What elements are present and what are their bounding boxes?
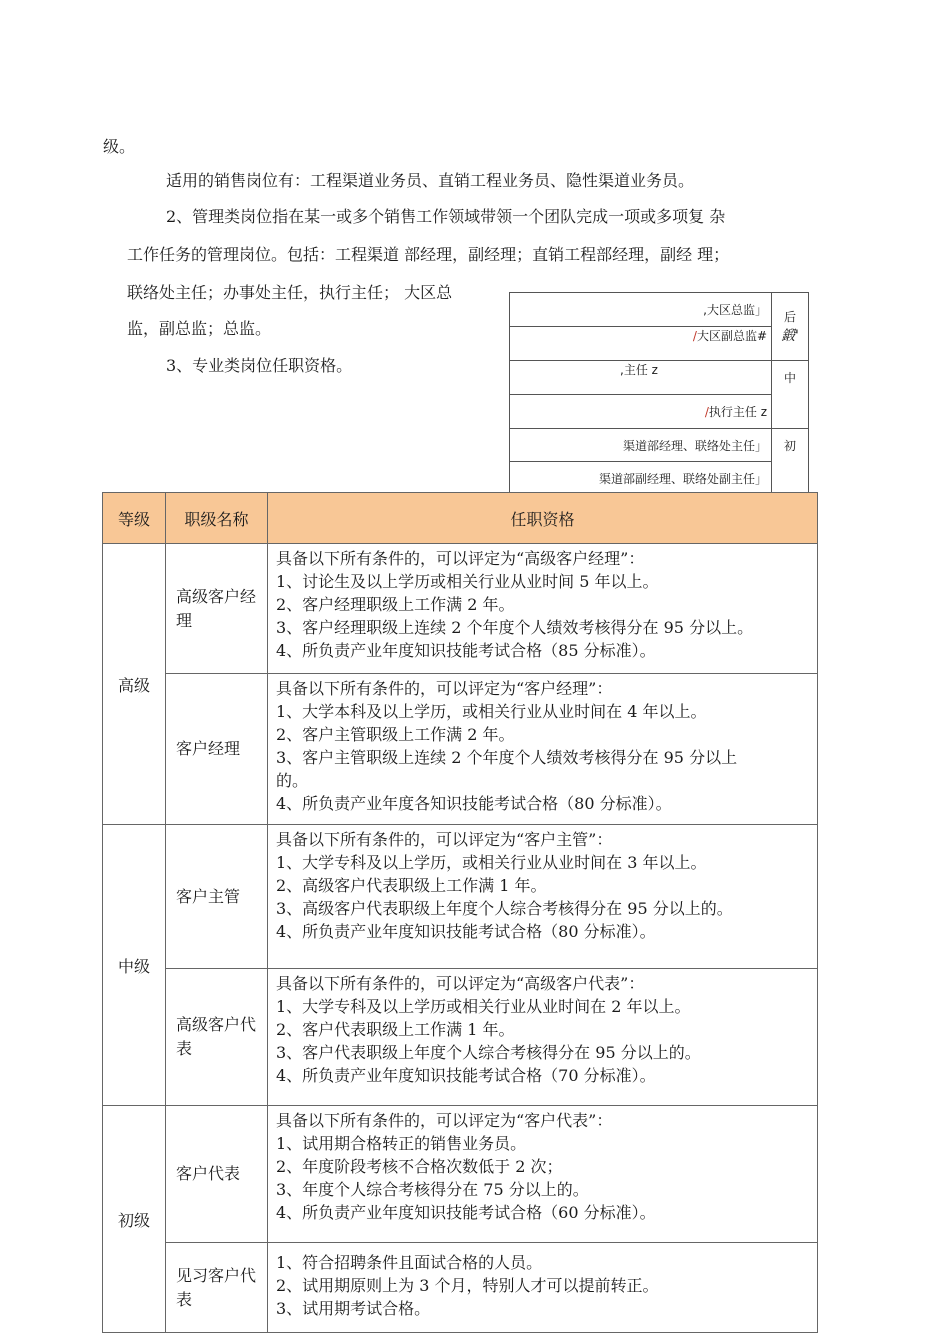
requirement-item: 3、年度个人综合考核得分在 75 分以上的。 xyxy=(276,1180,589,1199)
requirements-cell xyxy=(268,544,818,674)
paragraph-line-4: 工作任务的管理岗位。包括：工程渠道 部经理，副经理；直销工程部经理，副经 理； xyxy=(127,245,730,264)
requirement-item: 3、客户代表职级上年度个人综合考核得分在 95 分以上的。 xyxy=(276,1043,701,1062)
title-cell: 客户代表 xyxy=(166,1106,268,1243)
ladder-level-label: 中 xyxy=(783,371,796,385)
ladder-label: 主任 z xyxy=(623,363,658,377)
ladder-prefix: , xyxy=(703,303,707,317)
ladder-row xyxy=(510,293,772,327)
requirement-item: 2、试用期原则上为 3 个月，特别人才可以提前转正。 xyxy=(276,1276,659,1295)
requirement-lead: 具备以下所有条件的，可以评定为“客户主管”： xyxy=(276,830,613,849)
ladder-row xyxy=(510,361,772,395)
paragraph-line-1: 级。 xyxy=(103,137,136,156)
ladder-row xyxy=(510,429,772,462)
header-level: 等级 xyxy=(103,493,166,544)
table-row xyxy=(103,544,818,674)
requirement-item: 1、大学专科及以上学历或相关行业从业时间在 2 年以上。 xyxy=(276,997,691,1016)
requirements-cell xyxy=(268,1243,818,1333)
ladder-row xyxy=(510,462,772,495)
paragraph-line-3: 2、管理类岗位指在某一或多个销售工作领域带领一个团队完成一项或多项复 杂 xyxy=(166,207,726,226)
requirements-cell xyxy=(268,674,818,825)
requirements-cell xyxy=(268,969,818,1106)
ladder-label: 渠道部经理、联络处主任」 xyxy=(622,438,767,453)
ladder-row xyxy=(510,395,772,429)
requirement-item: 3、试用期考试合格。 xyxy=(276,1299,431,1318)
requirement-item: 1、大学专科及以上学历，或相关行业从业时间在 3 年以上。 xyxy=(276,853,707,872)
requirement-item: 3、高级客户代表职级上年度个人综合考核得分在 95 分以上的。 xyxy=(276,899,733,918)
requirement-item: 1、符合招聘条件且面试合格的人员。 xyxy=(276,1253,543,1272)
requirement-item: 1、讨论生及以上学历或相关行业从业时间 5 年以上。 xyxy=(276,572,659,591)
paragraph-line-2: 适用的销售岗位有：工程渠道业务员、直销工程业务员、隐性渠道业务员。 xyxy=(166,171,695,190)
table-row xyxy=(103,825,818,969)
requirement-item: 4、所负责产业年度各知识技能考试合格（80 分标准）。 xyxy=(276,794,672,813)
paragraph-line-7: 3、专业类岗位任职资格。 xyxy=(166,356,353,375)
requirement-lead: 具备以下所有条件的，可以评定为“客户经理”： xyxy=(276,679,613,698)
ladder-level-middle xyxy=(772,361,809,429)
ladder-row xyxy=(510,327,772,361)
level-cell: 初级 xyxy=(103,1106,166,1333)
ladder-level-senior xyxy=(772,293,809,361)
table-row xyxy=(103,674,818,825)
requirement-lead: 具备以下所有条件的，可以评定为“高级客户代表”： xyxy=(276,974,645,993)
table-row xyxy=(103,969,818,1106)
ladder-label: 大区总监」 xyxy=(706,303,767,317)
ladder-prefix: , xyxy=(620,363,624,377)
requirement-lead: 具备以下所有条件的，可以评定为“高级客户经理”： xyxy=(276,549,645,568)
paragraph-line-6: 监，副总监；总监。 xyxy=(127,319,272,338)
requirement-item: 2、客户代表职级上工作满 1 年。 xyxy=(276,1020,515,1039)
requirement-item: 3、客户经理职级上连续 2 个年度个人绩效考核得分在 95 分以上。 xyxy=(276,618,754,637)
requirements-cell xyxy=(268,825,818,969)
requirement-item: 2、年度阶段考核不合格次数低于 2 次； xyxy=(276,1157,563,1176)
requirement-item: 4、所负责产业年度知识技能考试合格（80 分标准）。 xyxy=(276,922,656,941)
ladder-level-junior xyxy=(772,429,809,495)
title-cell: 见习客户代表 xyxy=(166,1243,268,1333)
qualification-table xyxy=(102,492,818,1333)
table-row xyxy=(103,1106,818,1243)
requirement-item: 2、客户经理职级上工作满 2 年。 xyxy=(276,595,515,614)
career-ladder-diagram xyxy=(509,292,809,495)
level-cell: 高级 xyxy=(103,544,166,825)
requirement-item: 的。 xyxy=(276,771,309,790)
title-cell: 高级客户经理 xyxy=(166,544,268,674)
requirement-item: 2、高级客户代表职级上工作满 1 年。 xyxy=(276,876,547,895)
ladder-level-label: 后 xyxy=(783,310,796,324)
ladder-slash: / xyxy=(704,405,709,419)
requirement-item: 1、大学本科及以上学历，或相关行业从业时间在 4 年以上。 xyxy=(276,702,707,721)
level-cell: 中级 xyxy=(103,825,166,1106)
requirement-item: 4、所负责产业年度知识技能考试合格（85 分标准）。 xyxy=(276,641,656,660)
ladder-slash: / xyxy=(692,329,697,343)
requirement-item: 3、客户主管职级上连续 2 个年度个人绩效考核得分在 95 分以上 xyxy=(276,748,738,767)
table-row xyxy=(103,1243,818,1333)
requirement-lead: 具备以下所有条件的，可以评定为“客户代表”： xyxy=(276,1111,613,1130)
header-requirements: 任职资格 xyxy=(268,493,818,544)
requirements-cell xyxy=(268,1106,818,1243)
ladder-level-label: 鍛' xyxy=(781,328,799,344)
title-cell: 高级客户代表 xyxy=(166,969,268,1106)
title-cell: 客户经理 xyxy=(166,674,268,825)
ladder-label: 渠道部副经理、联络处副主任」 xyxy=(598,471,767,486)
title-cell: 客户主管 xyxy=(166,825,268,969)
ladder-level-label: 初 xyxy=(783,439,796,453)
table-header-row xyxy=(103,493,818,544)
requirement-item: 2、客户主管职级上工作满 2 年。 xyxy=(276,725,515,744)
requirement-item: 4、所负责产业年度知识技能考试合格（70 分标准）。 xyxy=(276,1066,656,1085)
requirement-item: 4、所负责产业年度知识技能考试合格（60 分标准）。 xyxy=(276,1203,656,1222)
ladder-label: 大区副总监# xyxy=(696,329,767,343)
ladder-label: 执行主任 z xyxy=(708,405,767,419)
paragraph-line-5: 联络处主任；办事处主任，执行主任； 大区总 xyxy=(127,283,453,302)
header-title: 职级名称 xyxy=(166,493,268,544)
requirement-item: 1、试用期合格转正的销售业务员。 xyxy=(276,1134,527,1153)
